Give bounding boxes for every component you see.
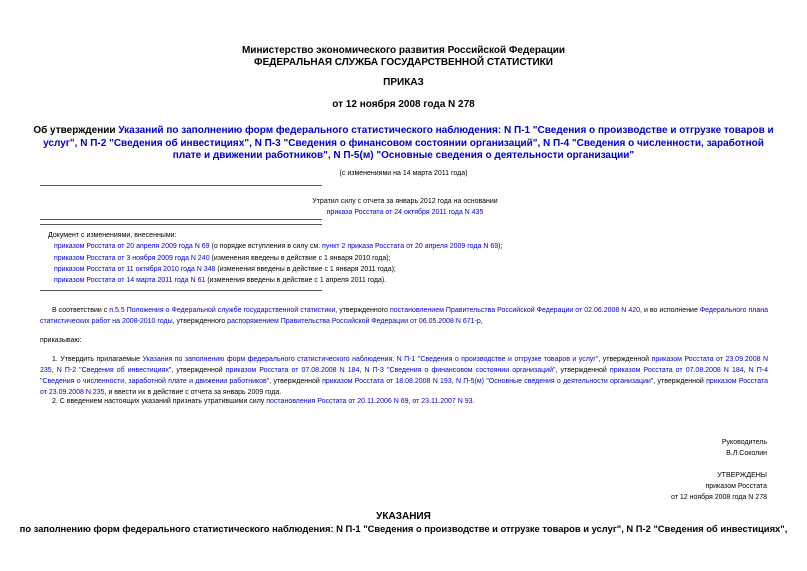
order-word: приказываю: bbox=[40, 337, 82, 344]
amendment-note: (с изменениями на 14 марта 2011 года) bbox=[339, 170, 468, 177]
government-decree-link[interactable]: постановлением Правительства Российской Федерации от 02.06.2008 N 420 bbox=[389, 307, 641, 314]
item-text: , утвержденной bbox=[555, 367, 610, 374]
preamble-paragraph bbox=[40, 305, 768, 327]
title-link[interactable]: Указаний по заполнению форм федерального статистического наблюдения: N П-1 "Сведения о производстве и отгрузке товаров и услуг", N П-2 "Сведения об инвестициях", N П-3 "Сведения о финансовом состоянии организаций", N П-4 "Сведения о численности, заработной плате и движении работников", N П-5(м) "Основные сведения о деятельности организации" bbox=[43, 125, 774, 161]
instructions-subheading: по заполнению форм федерального статистического наблюдения: N П-1 "Сведения о производстве и отгрузке товаров и услуг", N П-2 "Сведения об инвестициях", bbox=[19, 523, 788, 534]
order-link[interactable]: приказом Росстата от 07.08.2008 N 184 bbox=[609, 367, 744, 374]
item-text: , bbox=[451, 378, 456, 385]
ministry-name: Министерство экономического развития Российской Федерации bbox=[241, 45, 566, 56]
approved-by: приказом Росстата bbox=[705, 483, 767, 490]
divider-line bbox=[40, 290, 322, 291]
order-link[interactable]: приказом Росстата от 18.08.2008 N 193 bbox=[322, 378, 452, 385]
federal-plan-link[interactable]: Федерального плана статистических работ на 2008-2010 годы bbox=[40, 307, 768, 325]
divider-line bbox=[40, 224, 322, 225]
list-item bbox=[48, 241, 768, 252]
doc-type: ПРИКАЗ bbox=[383, 77, 424, 88]
item-text: , bbox=[359, 367, 365, 374]
item-text: 2. С введением настоящих указаний признать утратившими силу bbox=[52, 398, 267, 405]
list-item bbox=[48, 264, 768, 275]
divider-line bbox=[40, 219, 322, 220]
signer-role: Руководитель bbox=[721, 439, 767, 446]
document-header bbox=[0, 45, 807, 69]
list-item bbox=[48, 275, 768, 286]
item-text: , утвержденной bbox=[269, 378, 323, 385]
approved-label: УТВЕРЖДЕНЫ bbox=[717, 472, 767, 479]
form-link[interactable]: N П-3 "Сведения о финансовом состоянии организаций" bbox=[364, 367, 556, 374]
amendment-text: (о порядке вступления в силу см. bbox=[209, 243, 323, 251]
item-text: , bbox=[51, 367, 57, 374]
order-link[interactable]: приказом Росстата от 07.08.2008 N 184 bbox=[225, 367, 360, 374]
amendment-link[interactable]: приказом Росстата от 20 апреля 2009 года N 69 bbox=[54, 243, 210, 251]
amendments-list bbox=[48, 230, 768, 286]
regulation-link[interactable]: п.5.5 Положения о Федеральной службе государственной статистики bbox=[109, 307, 336, 314]
amendment-link[interactable]: приказом Росстата от 3 ноября 2009 года N 240 bbox=[54, 254, 210, 262]
amendments-heading: Документ с изменениями, внесенными: bbox=[48, 232, 177, 239]
amendment-link-2[interactable]: пункт 2 приказа Росстата от 20 апреля 2009 года N 69 bbox=[322, 243, 499, 251]
divider-line bbox=[40, 185, 322, 186]
form-link[interactable]: N П-5(м) "Основные сведения о деятельности организации" bbox=[455, 378, 654, 385]
preamble-text: , утвержденного bbox=[335, 307, 390, 314]
order-link[interactable]: приказом Росстата от 23.09.2008 N 235 bbox=[40, 378, 768, 396]
item-text: , утвержденной bbox=[598, 356, 652, 363]
form-link[interactable]: N П-2 "Сведения об инвестициях" bbox=[56, 367, 172, 374]
signer-name: В.Л.Соколин bbox=[726, 450, 767, 457]
lost-force-text: Утратил силу с отчета за январь 2012 года на основании bbox=[312, 198, 498, 205]
preamble-text: , утвержденного bbox=[172, 318, 228, 325]
service-name: ФЕДЕРАЛЬНАЯ СЛУЖБА ГОСУДАРСТВЕННОЙ СТАТИСТИКИ bbox=[254, 57, 553, 68]
form-link[interactable]: N П-4 "Сведения о численности, заработной плате и движении работников" bbox=[40, 367, 769, 385]
item-text: . bbox=[472, 398, 475, 405]
item-text: , bbox=[743, 367, 749, 374]
item-text: , и ввести их в действие с отчета за январь 2009 года. bbox=[104, 389, 282, 396]
signature-block bbox=[722, 437, 767, 459]
document-title bbox=[28, 125, 779, 163]
lost-force-note bbox=[220, 196, 590, 218]
item-text: , утвержденной bbox=[653, 378, 707, 385]
order-item-1 bbox=[40, 354, 768, 398]
preamble-text: В соответствии с bbox=[52, 307, 110, 314]
government-order-link[interactable]: распоряжением Правительства Российской Федерации от 06.05.2008 N 671-р bbox=[227, 318, 481, 325]
approval-block bbox=[671, 470, 767, 503]
doc-date: от 12 ноября 2008 года N 278 bbox=[332, 99, 475, 110]
order-link[interactable]: приказом Росстата от 23.09.2008 N 235 bbox=[40, 356, 768, 374]
item-text: , утвержденной bbox=[171, 367, 226, 374]
instructions-heading: УКАЗАНИЯ bbox=[376, 511, 431, 522]
list-item bbox=[48, 253, 768, 264]
amendment-text: (изменения введены в действие с 1 января 2011 года); bbox=[215, 265, 396, 273]
order-item-2 bbox=[40, 396, 768, 407]
amendment-text: (изменения введены в действие с 1 января 2010 года); bbox=[209, 254, 391, 262]
lost-force-link[interactable]: приказа Росстата от 24 октября 2011 года N 435 bbox=[326, 209, 484, 216]
title-prefix: Об утверждении bbox=[33, 125, 119, 136]
approved-date: от 12 ноября 2008 года N 278 bbox=[671, 494, 767, 501]
amendment-link[interactable]: приказом Росстата от 14 марта 2011 года N 61 bbox=[54, 277, 206, 285]
amendment-link[interactable]: приказом Росстата от 11 октября 2010 года N 348 bbox=[54, 265, 216, 273]
instructions-link[interactable]: Указания по заполнению форм федерального статистического наблюдения: N П-1 "Сведения о производстве и отгрузке товаров и услуг" bbox=[142, 356, 599, 363]
repealed-decrees-link[interactable]: постановления Росстата от 20.11.2006 N 69, от 23.11.2007 N 93 bbox=[266, 398, 473, 405]
item-text: 1. Утвердить прилагаемые bbox=[52, 356, 143, 363]
amendment-text: (изменения введены в действие с 1 апреля 2011 года). bbox=[205, 277, 387, 285]
preamble-text: , и во исполнение bbox=[640, 307, 700, 314]
preamble-text: , bbox=[480, 318, 483, 325]
amendment-text: ); bbox=[498, 243, 503, 251]
